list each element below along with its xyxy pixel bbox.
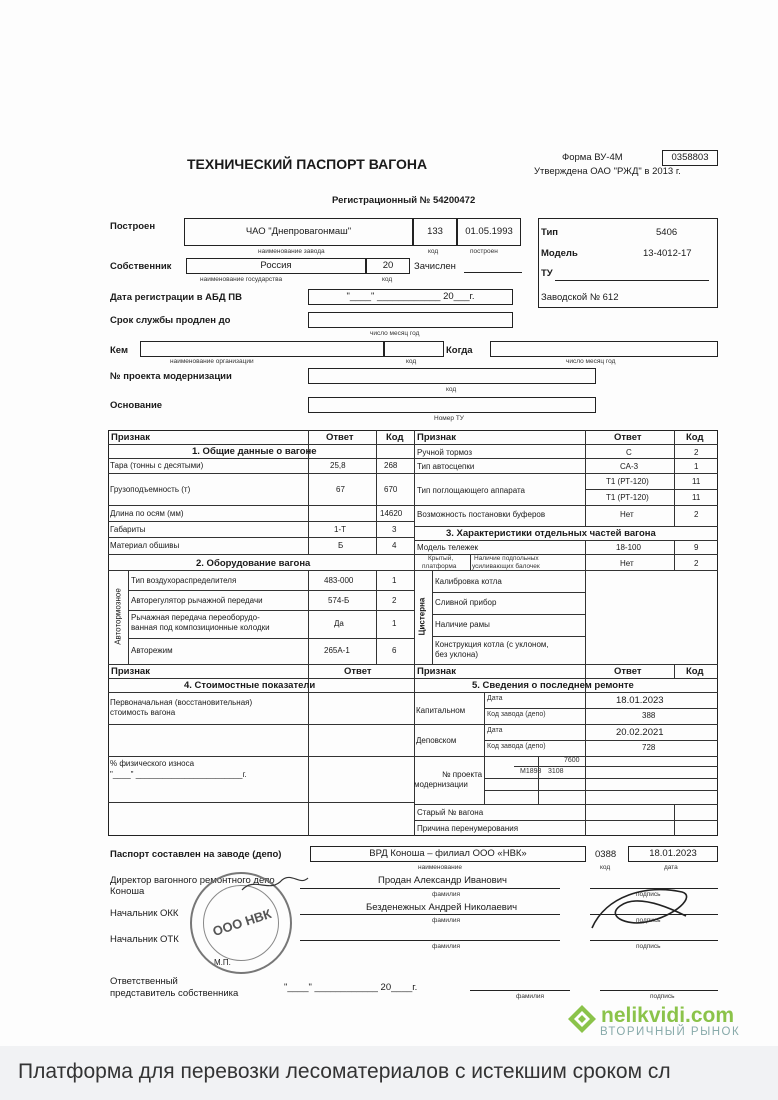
absorber-value-1: Т1 (РТ-120) bbox=[606, 477, 649, 486]
serial-number: Заводской № 612 bbox=[541, 292, 619, 303]
who-label: Кем bbox=[110, 345, 128, 356]
reinforce-label-1: Наличие подпольных bbox=[474, 555, 539, 562]
made-value: ВРД Коноша – филиал ООО «НВК» bbox=[310, 846, 586, 862]
h-answer-left: Ответ bbox=[326, 432, 354, 443]
lever-value: Да bbox=[334, 619, 344, 628]
okk-line bbox=[300, 914, 560, 915]
caption-tu: Номер ТУ bbox=[434, 415, 464, 422]
covered-label-1: Крытый, bbox=[428, 555, 454, 562]
modern-label: № проекта модернизации bbox=[110, 371, 232, 382]
mp-label: М.П. bbox=[214, 958, 231, 967]
h-sign-right-2: Признак bbox=[417, 666, 456, 677]
built-label: Построен bbox=[110, 221, 156, 232]
enrolled-line bbox=[464, 272, 522, 273]
hand-brake-value: С bbox=[626, 448, 632, 457]
init-cost-2: стоимость вагона bbox=[110, 708, 176, 717]
capital-label: Капитальном bbox=[416, 706, 466, 715]
project-c: 3108 bbox=[548, 768, 564, 775]
caption-who-code: код bbox=[406, 358, 417, 365]
h-code-right: Код bbox=[686, 432, 704, 443]
coupler-label: Тип автосцепки bbox=[417, 462, 475, 471]
regulator-value: 574-Б bbox=[328, 596, 350, 605]
passport-table bbox=[108, 430, 718, 836]
tare-value: 25,8 bbox=[330, 461, 346, 470]
section-4: 4. Стоимостные показатели bbox=[184, 680, 316, 691]
tare-code: 268 bbox=[384, 461, 398, 470]
coupler-code: 1 bbox=[694, 462, 699, 471]
dep-code-label: Код завода (депо) bbox=[487, 743, 546, 750]
okk-label: Начальник ОКК bbox=[110, 908, 179, 919]
caption-okk-sign: подпись bbox=[636, 917, 661, 924]
buffer-code: 2 bbox=[694, 510, 699, 519]
tare-label: Тара (тонны с десятыми) bbox=[110, 461, 204, 470]
type-label: Тип bbox=[541, 227, 559, 238]
reinforce-code: 2 bbox=[694, 559, 699, 568]
frame-label: Наличие рамы bbox=[435, 620, 490, 629]
length-label: Длина по осям (мм) bbox=[110, 509, 184, 518]
made-date: 18.01.2023 bbox=[628, 846, 718, 862]
hand-brake-code: 2 bbox=[694, 448, 699, 457]
section-5: 5. Сведения о последнем ремонте bbox=[472, 680, 634, 691]
caption-built: построен bbox=[470, 248, 498, 255]
listing-caption[interactable]: Платформа для перевозки лесоматериалов с истекшим сроком сл bbox=[18, 1060, 671, 1083]
bogie-label: Модель тележек bbox=[417, 543, 479, 552]
absorber-value-2: Т1 (РТ-120) bbox=[606, 493, 649, 502]
section-3: 3. Характеристики отдельных частей вагона bbox=[446, 528, 656, 539]
h-answer-left-2: Ответ bbox=[344, 666, 372, 677]
dep-date-value: 20.02.2021 bbox=[616, 727, 664, 738]
absorber-code-2: 11 bbox=[692, 493, 701, 502]
h-sign-left-2: Признак bbox=[111, 666, 150, 677]
service-value bbox=[308, 312, 513, 328]
h-sign-right: Признак bbox=[417, 432, 456, 443]
cap-date-label: Дата bbox=[487, 695, 503, 702]
basis-label: Основание bbox=[110, 400, 163, 411]
renum-label: Причина перенумерования bbox=[417, 824, 519, 833]
project-label-2: модернизации bbox=[414, 780, 468, 789]
caption-modern: код bbox=[446, 386, 457, 393]
resp-name-line bbox=[470, 990, 570, 991]
caption-when: число месяц год bbox=[566, 358, 616, 365]
drain-label: Сливной прибор bbox=[435, 598, 497, 607]
who-code bbox=[384, 341, 444, 357]
who-org bbox=[140, 341, 384, 357]
owner-code: 20 bbox=[366, 258, 410, 274]
caption-made-date: дата bbox=[664, 864, 678, 871]
calib-label: Калибровка котла bbox=[435, 577, 502, 586]
lever-label-1: Рычажная передача переоборудо- bbox=[131, 613, 260, 622]
auto-mode-code: 6 bbox=[392, 646, 397, 655]
nelikvidi-logo-icon bbox=[566, 1003, 598, 1035]
air-dist-label: Тип воздухораспределителя bbox=[131, 576, 237, 585]
when-value bbox=[490, 341, 718, 357]
otk-sign-line bbox=[590, 940, 718, 941]
director-label-2: Коноша bbox=[110, 886, 145, 897]
old-number-label: Старый № вагона bbox=[417, 808, 484, 817]
resp-date: "____" ____________ 20____г. bbox=[284, 982, 418, 993]
skin-label: Материал обшивы bbox=[110, 541, 180, 550]
air-dist-code: 1 bbox=[392, 576, 397, 585]
coupler-value: СА-3 bbox=[620, 462, 639, 471]
caption-director-surname: фамилия bbox=[432, 891, 461, 898]
wear-date: "____" ________________________г. bbox=[110, 770, 247, 779]
director-signature bbox=[240, 870, 310, 900]
signature-scribble bbox=[586, 876, 696, 940]
project-a: 7600 bbox=[564, 757, 580, 764]
reinforce-label-2: усиливающих балочек bbox=[472, 563, 540, 570]
caption-resp-surname: фамилия bbox=[516, 993, 545, 1000]
tu-label: ТУ bbox=[541, 268, 553, 279]
built-date: 01.05.1993 bbox=[457, 218, 521, 246]
dep-date-label: Дата bbox=[487, 727, 503, 734]
boiler-label-1: Конструкция котла (с уклоном, bbox=[435, 640, 549, 649]
auto-mode-value: 265А-1 bbox=[324, 646, 350, 655]
bogie-value: 18-100 bbox=[616, 543, 641, 552]
caption-service-date: число месяц год bbox=[370, 330, 420, 337]
lever-label-2: ванная под композиционные колодки bbox=[131, 623, 270, 632]
resp-label-2: представитель собственника bbox=[110, 988, 239, 999]
approved-text: Утверждена ОАО "РЖД" в 2013 г. bbox=[534, 166, 681, 177]
caption-owner-code: код bbox=[382, 276, 393, 283]
boiler-label-2: без уклона) bbox=[435, 650, 478, 659]
h-code-left: Код bbox=[386, 432, 404, 443]
when-label: Когда bbox=[446, 345, 473, 356]
model-label: Модель bbox=[541, 248, 578, 259]
gauge-label: Габариты bbox=[110, 525, 146, 534]
director-name: Продан Александр Иванович bbox=[378, 875, 507, 886]
director-line bbox=[300, 888, 560, 889]
caption-factory: наименование завода bbox=[258, 248, 325, 255]
caption-otk-surname: фамилия bbox=[432, 943, 461, 950]
bogie-code: 9 bbox=[694, 543, 699, 552]
service-label: Срок службы продлен до bbox=[110, 315, 231, 326]
section-2: 2. Оборудование вагона bbox=[196, 558, 311, 569]
caption-code: код bbox=[428, 248, 439, 255]
director-label-1: Директор вагонного ремонтного депо bbox=[110, 875, 275, 886]
regulator-code: 2 bbox=[392, 596, 397, 605]
cap-code-value: 388 bbox=[642, 711, 656, 720]
regulator-label: Авторегулятор рычажной передачи bbox=[131, 596, 263, 605]
modern-value bbox=[308, 368, 596, 384]
registration-number: Регистрационный № 54200472 bbox=[332, 195, 476, 206]
model-value: 13-4012-17 bbox=[643, 248, 692, 259]
caption-resp-sign: подпись bbox=[650, 993, 675, 1000]
caption-org: наименование организации bbox=[170, 358, 254, 365]
load-label: Грузоподъемность (т) bbox=[110, 485, 191, 494]
resp-label-1: Ответственный bbox=[110, 976, 178, 987]
cap-date-value: 18.01.2023 bbox=[616, 695, 664, 706]
otk-label: Начальник ОТК bbox=[110, 934, 179, 945]
basis-value bbox=[308, 397, 596, 413]
caption-director-sign: подпись bbox=[636, 891, 661, 898]
caption-okk-surname: фамилия bbox=[432, 917, 461, 924]
nelikvidi-sub: ВТОРИЧНЫЙ РЫНОК bbox=[600, 1026, 741, 1038]
enrolled-label: Зачислен bbox=[414, 261, 456, 272]
absorber-code-1: 11 bbox=[692, 477, 701, 486]
skin-code: 4 bbox=[392, 541, 397, 550]
factory-code: 133 bbox=[413, 218, 457, 246]
gauge-value: 1-Т bbox=[334, 525, 346, 534]
hand-brake-label: Ручной тормоз bbox=[417, 448, 473, 457]
project-label-1: № проекта bbox=[442, 770, 483, 779]
project-b: М1898 bbox=[520, 768, 542, 775]
init-cost-1: Первоначальная (восстановительная) bbox=[110, 698, 253, 707]
h-code-right-2: Код bbox=[686, 666, 704, 677]
gauge-code: 3 bbox=[392, 525, 397, 534]
tu-line bbox=[555, 280, 709, 281]
owner-country: Россия bbox=[186, 258, 366, 274]
okk-name: Безденежных Андрей Николаевич bbox=[366, 902, 518, 913]
made-label: Паспорт составлен на заводе (депо) bbox=[110, 849, 282, 860]
h-answer-right-2: Ответ bbox=[614, 666, 642, 677]
caption-state: наименование государства bbox=[200, 276, 283, 283]
depot-label: Деповском bbox=[416, 736, 457, 745]
load-value: 67 bbox=[336, 485, 345, 494]
skin-value: Б bbox=[338, 541, 344, 550]
buffer-label: Возможность постановки буферов bbox=[417, 510, 546, 519]
load-code: 670 bbox=[384, 485, 398, 494]
reg-date-value: "____" ____________ 20___г. bbox=[308, 289, 513, 305]
seal-text: ООО НВК bbox=[210, 905, 274, 940]
length-code: 14620 bbox=[380, 509, 403, 518]
auto-brake-vertical: Автотормозное bbox=[113, 588, 123, 645]
nelikvidi-brand: nelikvidi.com bbox=[601, 1004, 735, 1027]
caption-otk-sign: подпись bbox=[636, 943, 661, 950]
reinforce-value: Нет bbox=[620, 559, 634, 568]
dep-code-value: 728 bbox=[642, 743, 656, 752]
section-1: 1. Общие данные о вагоне bbox=[192, 446, 317, 457]
otk-line bbox=[300, 940, 560, 941]
owner-label: Собственник bbox=[110, 261, 172, 272]
resp-sign-line bbox=[600, 990, 718, 991]
type-value: 5406 bbox=[656, 227, 678, 238]
form-label: Форма ВУ-4М bbox=[562, 152, 623, 163]
caption-made-code: код bbox=[600, 864, 611, 871]
doc-title: ТЕХНИЧЕСКИЙ ПАСПОРТ ВАГОНА bbox=[187, 156, 428, 172]
h-sign-left: Признак bbox=[111, 432, 150, 443]
h-answer-right: Ответ bbox=[614, 432, 642, 443]
form-number: 0358803 bbox=[662, 150, 718, 166]
buffer-value: Нет bbox=[620, 510, 634, 519]
absorber-label: Тип поглощающего аппарата bbox=[417, 486, 525, 495]
cap-code-label: Код завода (депо) bbox=[487, 711, 546, 718]
air-dist-value: 483-000 bbox=[324, 576, 354, 585]
factory-name: ЧАО "Днепровагонмаш" bbox=[184, 218, 413, 246]
made-code: 0388 bbox=[595, 849, 617, 860]
lever-code: 1 bbox=[392, 619, 397, 628]
caption-made-name: наименование bbox=[418, 864, 462, 871]
tank-vertical: Цистерна bbox=[417, 597, 427, 636]
wear-label: % физического износа bbox=[110, 759, 195, 768]
reg-date-label: Дата регистрации в АБД ПВ bbox=[110, 292, 242, 303]
auto-mode-label: Авторежим bbox=[131, 646, 173, 655]
covered-label-2: платформа bbox=[422, 563, 457, 570]
